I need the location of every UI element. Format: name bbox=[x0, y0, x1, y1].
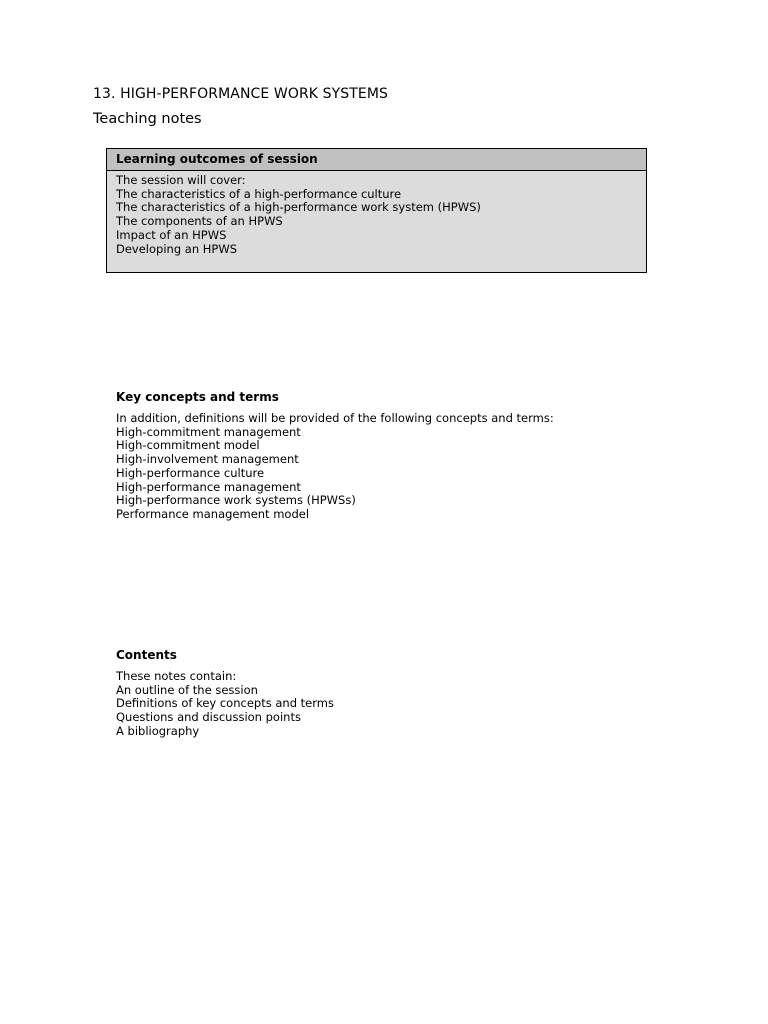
learning-outcomes-box bbox=[106, 148, 647, 273]
key-concept-item: Performance management model bbox=[116, 506, 310, 521]
key-concept-item: High-commitment model bbox=[116, 438, 260, 453]
learning-outcome-item: Impact of an HPWS bbox=[116, 227, 227, 242]
key-concept-item: High-involvement management bbox=[116, 452, 299, 467]
key-concept-item: High-performance culture bbox=[116, 465, 265, 480]
contents-heading: Contents bbox=[116, 648, 177, 662]
contents-section bbox=[116, 648, 334, 739]
key-concepts-intro: In addition, definitions will be provided of the following concepts and terms: bbox=[116, 411, 554, 425]
document-title: 13. HIGH-PERFORMANCE WORK SYSTEMS bbox=[93, 86, 389, 102]
key-concept-item: High-commitment management bbox=[116, 424, 301, 439]
learning-outcome-item: The characteristics of a high-performance culture bbox=[116, 186, 402, 201]
key-concepts-heading: Key concepts and terms bbox=[116, 390, 279, 404]
learning-outcomes-intro: The session will cover: bbox=[116, 173, 246, 187]
learning-outcome-item: Developing an HPWS bbox=[116, 241, 238, 256]
learning-outcomes-list bbox=[107, 171, 646, 256]
learning-outcome-item: The components of an HPWS bbox=[116, 214, 283, 229]
key-concepts-section bbox=[116, 390, 554, 522]
key-concept-item: High-performance management bbox=[116, 479, 301, 494]
document-subtitle: Teaching notes bbox=[93, 111, 202, 127]
key-concept-item: High-performance work systems (HPWSs) bbox=[116, 493, 356, 508]
contents-item: An outline of the session bbox=[116, 682, 258, 697]
contents-item: A bibliography bbox=[116, 723, 200, 738]
contents-item: Definitions of key concepts and terms bbox=[116, 696, 334, 711]
contents-intro: These notes contain: bbox=[116, 669, 237, 683]
learning-outcomes-heading: Learning outcomes of session bbox=[107, 149, 646, 171]
learning-outcome-item: The characteristics of a high-performance work system (HPWS) bbox=[116, 200, 481, 215]
contents-item: Questions and discussion points bbox=[116, 710, 301, 725]
